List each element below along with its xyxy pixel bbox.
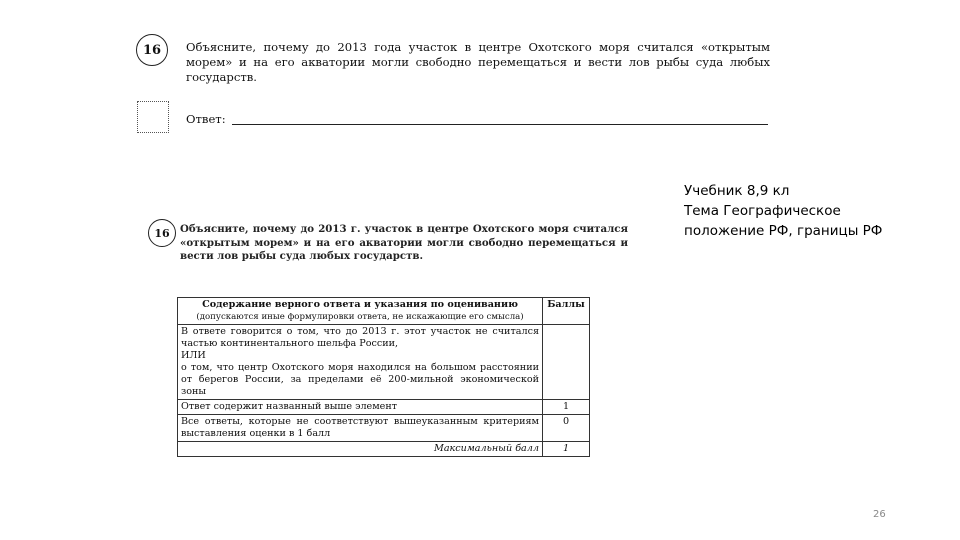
- rubric-score: 1: [543, 400, 590, 415]
- note-line-topic-cont: положение РФ, границы РФ: [684, 223, 883, 239]
- rubric-answer-line: В ответе говорится о том, что до 2013 г. этот участок не считался частью континентального шельфа России,: [181, 326, 539, 349]
- slide-note: [684, 181, 924, 241]
- question-number-badge-scan: [148, 219, 176, 247]
- question-number-scan: 16: [154, 226, 170, 240]
- rubric-max-row: [178, 442, 590, 457]
- rubric-max-score: 1: [543, 442, 590, 457]
- rubric-criterion: Ответ содержит названный выше элемент: [178, 400, 543, 415]
- note-line-topic: Тема Географическое: [684, 203, 841, 219]
- rubric-answer-content: [178, 325, 543, 400]
- rubric-header-content: [178, 298, 543, 325]
- rubric-answer-line: о том, что центр Охотского моря находился на большом расстоянии от берегов России, за пределами её 200-мильной экономической зоны: [181, 362, 539, 397]
- rubric-header-row: [178, 298, 590, 325]
- answer-label: Ответ:: [186, 112, 226, 126]
- rubric-score: 0: [543, 415, 590, 442]
- grading-rubric-table: [177, 297, 590, 457]
- answer-line: [232, 124, 768, 125]
- rubric-max-label: Максимальный балл: [178, 442, 543, 457]
- rubric-row: [178, 415, 590, 442]
- rubric-answer-row: [178, 325, 590, 400]
- note-line-textbook: Учебник 8,9 кл: [684, 183, 790, 199]
- rubric-header-subtitle: (допускаются иные формулировки ответа, не искажающие его смысла): [196, 312, 524, 322]
- rubric-answer-score-empty: [543, 325, 590, 400]
- page-number: 26: [873, 509, 886, 520]
- rubric-criterion: Все ответы, которые не соответствуют вышеуказанным критериям выставления оценки в 1 балл: [178, 415, 543, 442]
- rubric-answer-or: ИЛИ: [181, 350, 206, 361]
- rubric-header-score: Баллы: [543, 298, 590, 325]
- rubric-row: [178, 400, 590, 415]
- answer-score-box: [137, 101, 169, 133]
- question-text: Объясните, почему до 2013 года участок в центре Охотского моря считался «открытым морем» и на его акватории могли свободно перемещаться и вести лов рыбы суда любых государств.: [186, 40, 770, 84]
- question-number: 16: [142, 42, 162, 58]
- rubric-header-title: Содержание верного ответа и указания по оцениванию: [202, 299, 518, 310]
- question-text-scan: Объясните, почему до 2013 г. участок в центре Охотского моря считался «открытым морем» и на его акватории могли свободно перемещаться и вести лов рыбы суда любых государств.: [180, 223, 628, 262]
- question-number-badge: [136, 34, 168, 66]
